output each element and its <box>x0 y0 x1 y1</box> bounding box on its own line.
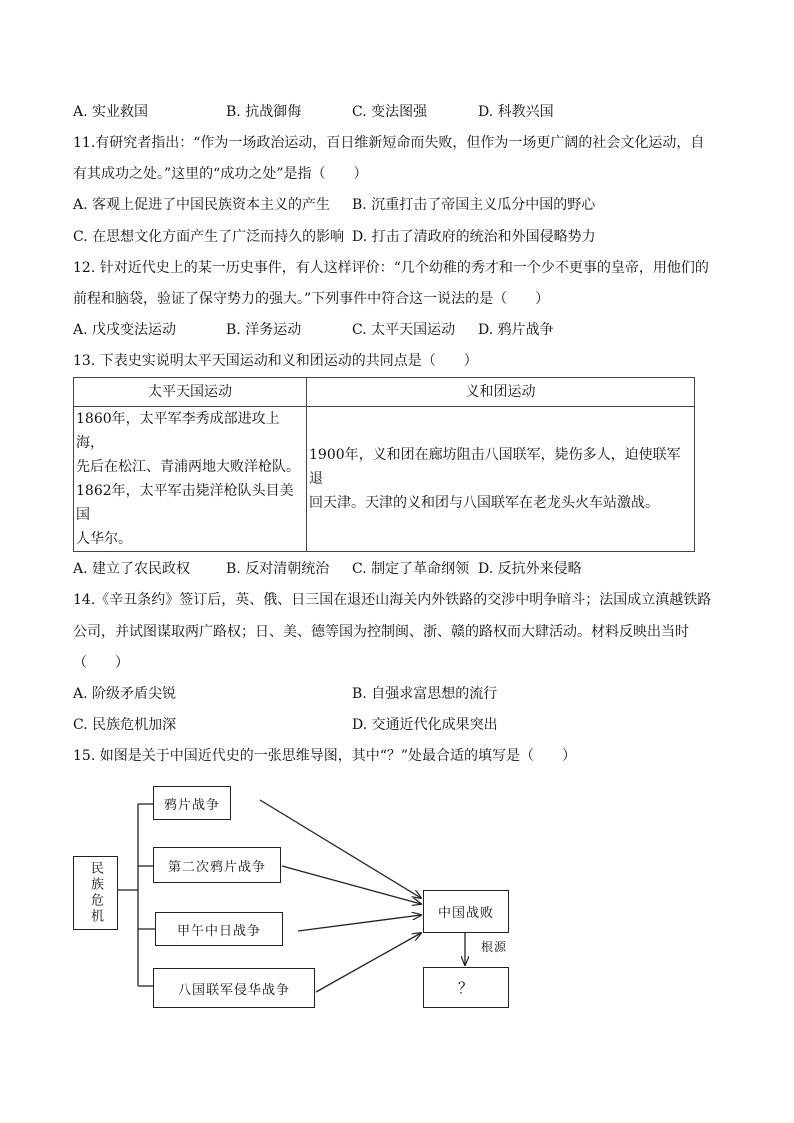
q13-taiping-line3: 1862年，太平军击毙洋枪队头目美国 <box>76 483 294 523</box>
mindmap-result-box: 中国战败 <box>423 890 509 933</box>
q13-option-a: A. 建立了农民政权 <box>73 561 191 577</box>
q13-boxer-line2: 回天津。天津的义和团与八国联军在老龙头火车站激战。 <box>309 495 659 511</box>
mindmap-unknown-box: ？ <box>423 967 509 1008</box>
q11-option-b: B. 沉重打击了帝国主义瓜分中国的野心 <box>352 197 596 213</box>
q14-stem-line1: 14.《辛丑条约》签订后，英、俄、日三国在退还山海关内外铁路的交涉中明争暗斗；法国成立滇越铁路 <box>73 592 712 608</box>
q12-option-b: B. 洋务运动 <box>226 322 302 338</box>
q13-option-b: B. 反对清朝统治 <box>226 561 330 577</box>
q13-boxer-line1: 1900年，义和团在廊坊阻击八国联军，毙伤多人，迫使联军退 <box>309 447 681 487</box>
q13-option-d: D. 反抗外来侵略 <box>478 561 582 577</box>
q12-option-d: D. 鸦片战争 <box>478 322 554 338</box>
q11-stem-line1: 11.有研究者指出：“作为一场政治运动，百日维新短命而失败，但作为一场更广阔的社会文化运动，自 <box>73 135 705 151</box>
q14-stem-line3: （ ） <box>73 655 129 671</box>
q13-taiping-line1: 1860年，太平军李秀成部进攻上海， <box>76 411 280 451</box>
q15-stem: 15. 如图是关于中国近代史的一张思维导图，其中“？”处最合适的填写是（ ） <box>73 748 577 764</box>
mindmap-arrow-label: 根源 <box>481 940 508 954</box>
q12-option-c: C. 太平天国运动 <box>352 322 456 338</box>
mindmap-arrow-1 <box>260 800 421 898</box>
mindmap-war1-box: 鸦片战争 <box>153 786 231 820</box>
q12-stem-line2: 前程和脑袋，验证了保守势力的强大。”下列事件中符合这一说法的是（ ） <box>73 291 550 307</box>
q11-stem-line2: 有其成功之处。”这里的“成功之处”是指（ ） <box>73 166 368 182</box>
q14-option-b: B. 自强求富思想的流行 <box>352 686 498 702</box>
mindmap-arrow-3 <box>298 915 421 931</box>
q13-taiping-line4: 人华尔。 <box>76 531 132 547</box>
mindmap-root-box: 民族危机 <box>73 856 118 930</box>
q14-stem-line2: 公司，并试图谋取两广路权；日、美、德等国为控制闽、浙、赣的路权而大肆活动。材料反映出当时 <box>73 624 689 640</box>
q11-option-d: D. 打击了清政府的统治和外国侵略势力 <box>352 229 596 245</box>
q12-option-a: A. 戊戌变法运动 <box>73 322 177 338</box>
q10-option-a: A. 实业救国 <box>73 104 149 120</box>
q10-option-c: C. 变法图强 <box>352 104 428 120</box>
mindmap-war4-box: 八国联军侵华战争 <box>153 968 315 1008</box>
q13-table-header-boxer: 义和团运动 <box>307 378 695 407</box>
mindmap-war2-box: 第二次鸦片战争 <box>153 847 281 883</box>
q11-option-c: C. 在思想文化方面产生了广泛而持久的影响 <box>73 229 345 245</box>
q12-stem-line1: 12. 针对近代史上的某一历史事件，有人这样评价：“几个幼稚的秀才和一个少不更事的皇帝，用他们的 <box>73 260 709 276</box>
q13-stem: 13. 下表史实说明太平天国运动和义和团运动的共同点是（ ） <box>73 353 478 369</box>
q14-option-a: A. 阶级矛盾尖锐 <box>73 686 177 702</box>
q14-option-c: C. 民族危机加深 <box>73 717 177 733</box>
q11-option-a: A. 客观上促进了中国民族资本主义的产生 <box>73 197 331 213</box>
q10-option-b: B. 抗战御侮 <box>226 104 302 120</box>
q10-option-d: D. 科教兴国 <box>478 104 554 120</box>
mindmap-war3-box: 甲午中日战争 <box>155 912 283 946</box>
q13-table-header-taiping: 太平天国运动 <box>74 378 307 407</box>
q14-option-d: D. 交通近代化成果突出 <box>352 717 498 733</box>
mindmap-arrow-4 <box>316 933 421 992</box>
q13-option-c: C. 制定了革命纲领 <box>352 561 470 577</box>
q13-taiping-line2: 先后在松江、青浦两地大败洋枪队。 <box>76 459 300 475</box>
